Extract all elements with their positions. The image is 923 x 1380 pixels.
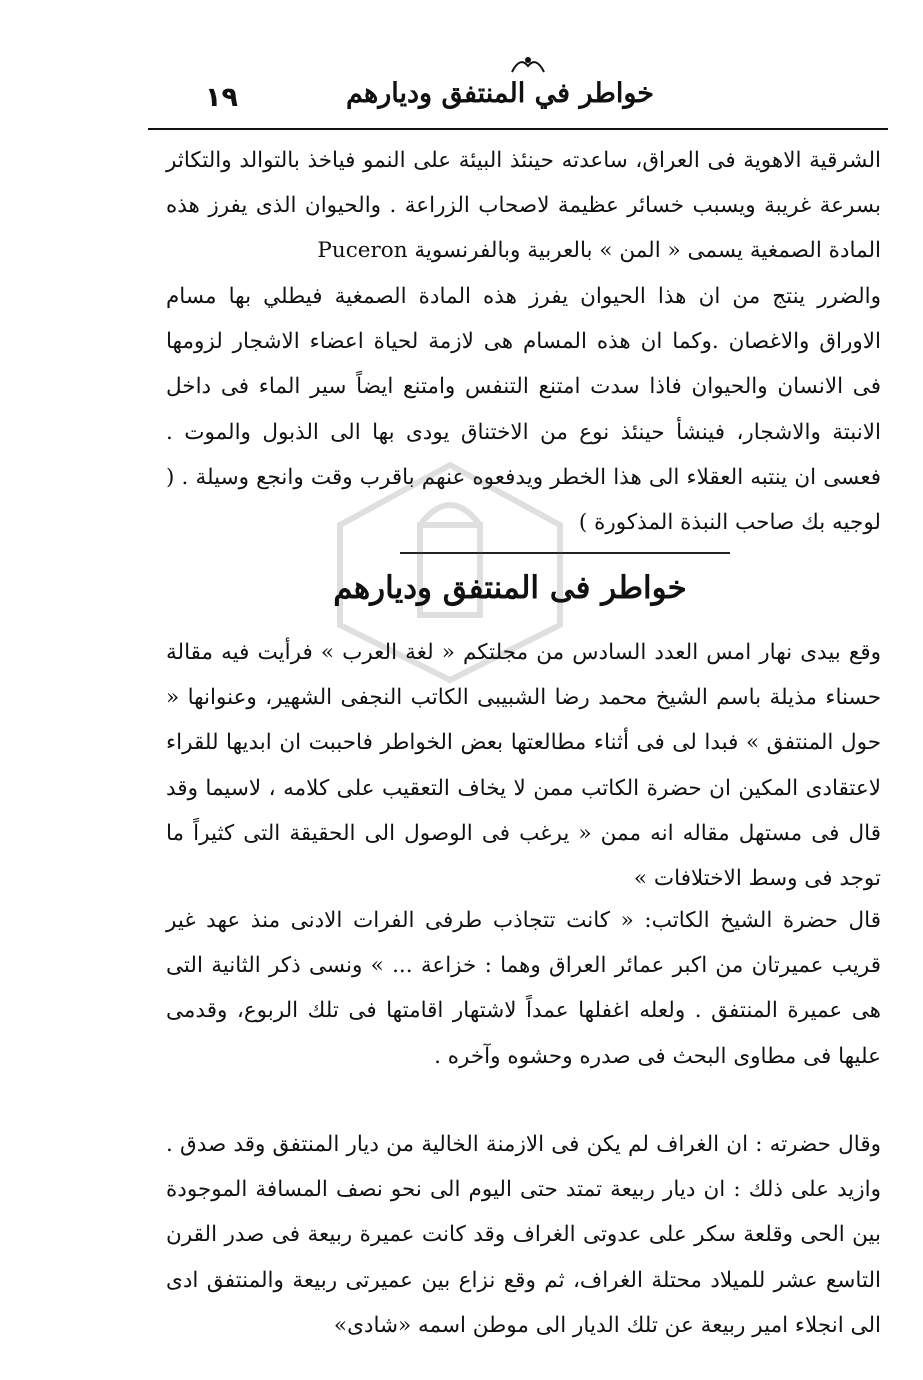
section-title: خواطر فى المنتفق وديارهم xyxy=(333,570,687,606)
section-divider xyxy=(400,552,730,554)
paragraph-1: الشرقية الاهوية فى العراق، ساعدته حينئذ البيئة على النمو فياخذ بالتوالد والتكاثر بسرعة غريبة ويسبب خسائر عظيمة لاصحاب الزراعة . والحيوان الذى يفرز هذه المادة الصمغية يسمى « المن » بالعربية وبالفرنسوية Puceron xyxy=(166,148,881,264)
ornament-icon xyxy=(508,52,548,76)
header-divider xyxy=(148,128,888,130)
running-title: خواطر في المنتفق وديارهم xyxy=(346,78,654,109)
page-number: ١٩ xyxy=(205,82,238,113)
paragraph-3: وقع بيدى نهار امس العدد السادس من مجلتكم « لغة العرب » فرأيت فيه مقالة حسناء مذيلة باسم الشيخ محمد رضا الشبيبى الكاتب النجفى الشهير، وعنوانها « حول المنتفق » فبدا لى فى أثناء مطالعتها بعض الخواطر فاحببت ان ابديها للقراء لاعتقادى المكين ان حضرة الكاتب ممن لا يخاف التعقيب على كلامه ، لاسيما وقد قال فى مستهل مقاله انه ممن « يرغب فى الوصول الى الحقيقة التى كثيراً ما توجد فى وسط الاختلافات » xyxy=(166,640,881,892)
paragraph-2: والضرر ينتج من ان هذا الحيوان يفرز هذه المادة الصمغية فيطلي بها مسام الاوراق والاغصان .وكما ان هذه المسام هى لازمة لحياة اعضاء الاشجار لزومها فى الانسان والحيوان فاذا سدت امتنع التنفس وامتنع ايضاً سير الماء فى داخل الانبتة والاشجار، فينشأ حينئذ نوع من الاختناق يودى بها الى الذبول والموت . فعسى ان ينتبه العقلاء الى هذا الخطر ويدفعوه عنهم باقرب وقت وانجع وسيلة . ( لوجيه بك صاحب النبذة المذكورة ) xyxy=(166,284,881,536)
paragraph-5: وقال حضرته : ان الغراف لم يكن فى الازمنة الخالية من ديار المنتفق وقد صدق . وازيد على ذلك : ان ديار ربيعة تمتد حتى اليوم الى نحو نصف المسافة الموجودة بين الحى وقلعة سكر على عدوتى الغراف وقد كانت عميرة ربيعة فى صدر القرن التاسع عشر للميلاد محتلة الغراف، ثم وقع نزاع بين عميرتى ربيعة والمنتفق ادى الى انجلاء امير ربيعة عن تلك الديار الى موطن اسمه «شادى» xyxy=(166,1132,881,1338)
paragraph-4: قال حضرة الشيخ الكاتب: « كانت تتجاذب طرفى الفرات الادنى منذ عهد غير قريب عميرتان من اكبر عمائر العراق وهما : خزاعة ... » ونسى ذكر الثانية التى هى عميرة المنتفق . ولعله اغفلها عمداً لاشتهار اقامتها فى تلك الربوع، وقدمى عليها فى مطاوى البحث فى صدره وحشوه وآخره . xyxy=(166,908,881,1069)
